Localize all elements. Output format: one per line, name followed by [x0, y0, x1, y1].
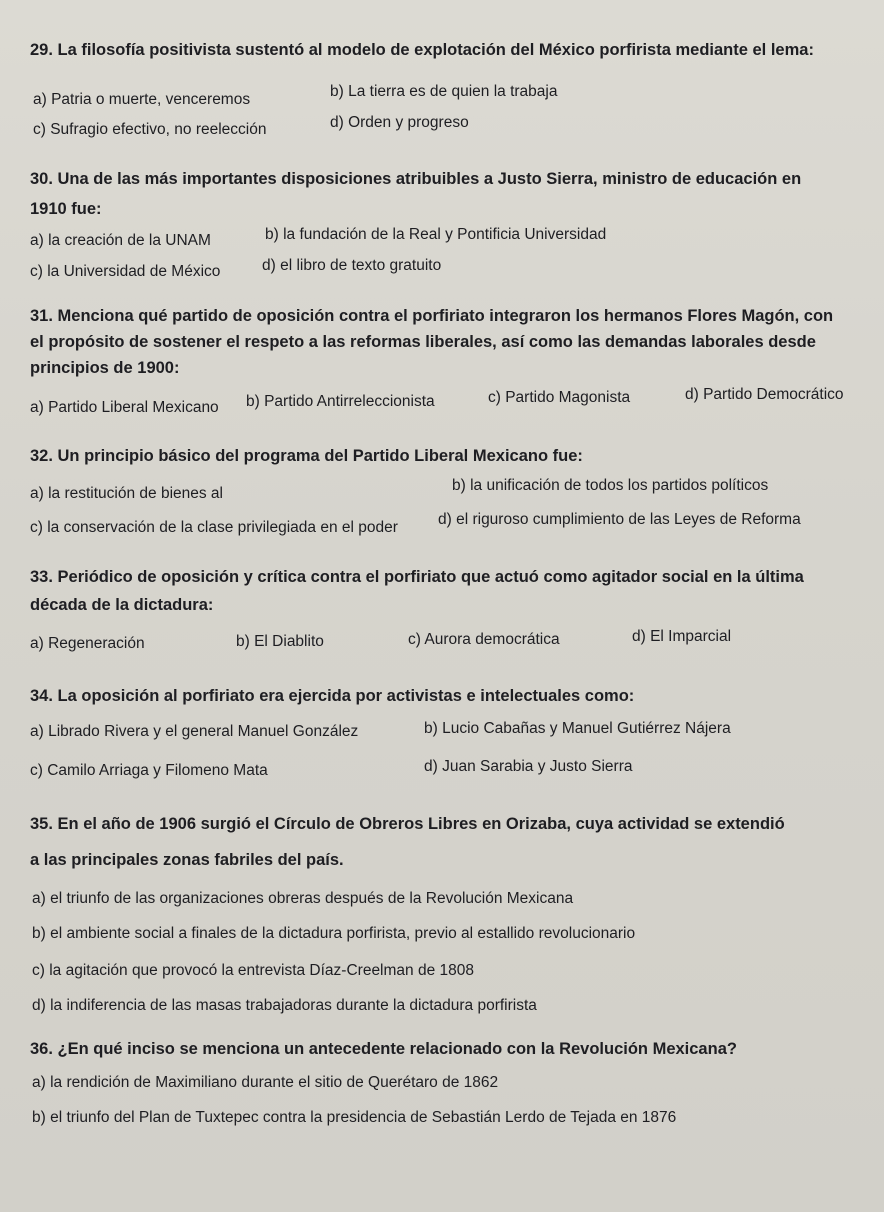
- question-34-stem-line-1: 34. La oposición al porfiriato era ejercida por activistas e intelectuales como:: [30, 687, 635, 705]
- question-36-option-a: a) la rendición de Maximiliano durante el sitio de Querétaro de 1862: [32, 1074, 499, 1091]
- question-36-stem-line-1: 36. ¿En qué inciso se menciona un antecedente relacionado con la Revolución Mexicana?: [30, 1040, 737, 1058]
- question-29-option-a: a) Patria o muerte, venceremos: [33, 91, 251, 108]
- question-33-stem-line-1: 33. Periódico de oposición y crítica contra el porfiriato que actuó como agitador social en la última: [30, 568, 804, 586]
- question-32-option-d: d) el riguroso cumplimiento de las Leyes de Reforma: [438, 511, 801, 528]
- question-29-option-b: b) La tierra es de quien la trabaja: [330, 83, 558, 100]
- question-31-option-d: d) Partido Democrático: [685, 386, 844, 403]
- question-32-stem-line-1: 32. Un principio básico del programa del Partido Liberal Mexicano fue:: [30, 447, 583, 465]
- question-30-option-c: c) la Universidad de México: [30, 263, 221, 280]
- question-33-option-a: a) Regeneración: [30, 635, 145, 652]
- question-31-stem-line-2: el propósito de sostener el respeto a las reformas liberales, así como las demandas laborales desde: [30, 333, 816, 351]
- question-29-option-d: d) Orden y progreso: [330, 114, 469, 131]
- question-33-option-d: d) El Imparcial: [632, 628, 732, 645]
- question-30-stem-line-1: 30. Una de las más importantes disposiciones atribuibles a Justo Sierra, ministro de educación en: [30, 170, 802, 188]
- question-36-option-b: b) el triunfo del Plan de Tuxtepec contra la presidencia de Sebastián Lerdo de Tejada en 1876: [32, 1109, 677, 1126]
- question-31-option-b: b) Partido Antirreleccionista: [246, 393, 435, 410]
- question-34-option-b: b) Lucio Cabañas y Manuel Gutiérrez Nájera: [424, 720, 731, 737]
- question-32-option-b: b) la unificación de todos los partidos políticos: [452, 477, 769, 494]
- question-34-option-a: a) Librado Rivera y el general Manuel González: [30, 723, 359, 740]
- question-30-option-b: b) la fundación de la Real y Pontificia Universidad: [265, 226, 607, 243]
- question-35-option-b: b) el ambiente social a finales de la dictadura porfirista, previo al estallido revolucionario: [32, 925, 636, 942]
- question-35-stem-line-1: 35. En el año de 1906 surgió el Círculo de Obreros Libres en Orizaba, cuya actividad se extendió: [30, 815, 785, 833]
- question-35-option-c: c) la agitación que provocó la entrevista Díaz-Creelman de 1808: [32, 962, 474, 979]
- question-35-stem-line-2: a las principales zonas fabriles del país.: [30, 851, 344, 869]
- question-30-option-a: a) la creación de la UNAM: [30, 232, 211, 249]
- question-33-option-b: b) El Diablito: [236, 633, 324, 650]
- question-30-option-d: d) el libro de texto gratuito: [262, 257, 442, 274]
- question-34-option-c: c) Camilo Arriaga y Filomeno Mata: [30, 762, 268, 779]
- question-30-stem-line-2: 1910 fue:: [30, 200, 102, 218]
- question-32-option-c: c) la conservación de la clase privilegiada en el poder: [30, 519, 398, 536]
- question-35-option-d: d) la indiferencia de las masas trabajadoras durante la dictadura porfirista: [32, 997, 537, 1014]
- question-31-stem-line-1: 31. Menciona qué partido de oposición contra el porfiriato integraron los hermanos Flores Magón, con: [30, 307, 834, 325]
- question-33-stem-line-2: década de la dictadura:: [30, 596, 214, 614]
- question-33-option-c: c) Aurora democrática: [408, 631, 560, 648]
- question-29-stem-line-1: 29. La filosofía positivista sustentó al modelo de explotación del México porfirista mediante el lema:: [30, 41, 814, 59]
- question-35-option-a: a) el triunfo de las organizaciones obreras después de la Revolución Mexicana: [32, 890, 574, 907]
- question-31-option-a: a) Partido Liberal Mexicano: [30, 399, 219, 416]
- question-34-option-d: d) Juan Sarabia y Justo Sierra: [424, 758, 633, 775]
- question-32-option-a: a) la restitución de bienes al: [30, 485, 224, 502]
- question-31-stem-line-3: principios de 1900:: [30, 359, 180, 377]
- question-31-option-c: c) Partido Magonista: [488, 389, 631, 406]
- question-29-option-c: c) Sufragio efectivo, no reelección: [33, 121, 267, 138]
